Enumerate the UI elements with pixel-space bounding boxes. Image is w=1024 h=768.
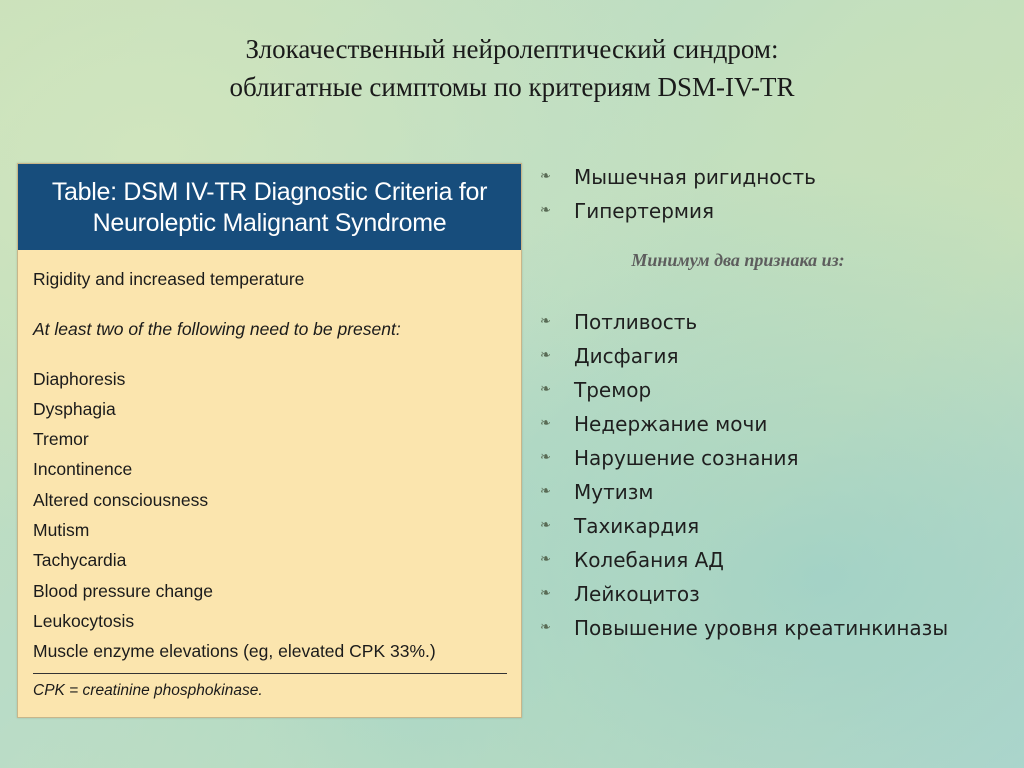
list-item xyxy=(538,339,1018,373)
list-item xyxy=(538,305,1018,339)
symptom-list xyxy=(538,160,1018,645)
table-item: Blood pressure change xyxy=(33,580,213,601)
list-item xyxy=(538,441,1018,475)
list-item-label: Тахикардия xyxy=(574,514,700,538)
list-item xyxy=(538,373,1018,407)
leaf-bullet-icon: ❧ xyxy=(540,416,551,431)
slide-title-line-2: облигатные симптомы по критериям DSM-IV-TR xyxy=(229,72,795,102)
list-item-label: Мышечная ригидность xyxy=(574,165,816,189)
list-item-label: Мутизм xyxy=(574,480,654,504)
table-item: Tachycardia xyxy=(33,550,127,571)
list-item-label: Потливость xyxy=(574,310,698,334)
table-item: Tremor xyxy=(33,429,89,450)
leaf-bullet-icon: ❧ xyxy=(540,169,551,184)
table-footnote: CPK = creatinine phosphokinase. xyxy=(33,681,263,699)
table-item: Leukocytosis xyxy=(33,610,135,631)
list-item xyxy=(538,160,1018,194)
table-divider xyxy=(33,673,507,674)
list-subheading: Минимум два признака из: xyxy=(631,250,845,270)
table-item: Muscle enzyme elevations (eg, elevated CPK 33%.) xyxy=(33,641,436,662)
slide-title-line-1: Злокачественный нейролептический синдром: xyxy=(245,34,779,64)
table-header-line-2: Neuroleptic Malignant Syndrome xyxy=(92,209,447,237)
table-item: Altered consciousness xyxy=(33,489,209,510)
list-item-label: Дисфагия xyxy=(574,344,679,368)
leaf-bullet-icon: ❧ xyxy=(540,348,551,363)
list-item-label: Недержание мочи xyxy=(574,412,768,436)
leaf-bullet-icon: ❧ xyxy=(540,484,551,499)
table-item: Incontinence xyxy=(33,459,133,480)
list-item-label: Нарушение сознания xyxy=(574,446,799,470)
list-item-label: Повышение уровня креатинкиназы xyxy=(574,616,949,640)
leaf-bullet-icon: ❧ xyxy=(540,552,551,567)
list-item-label: Лейкоцитоз xyxy=(574,582,700,606)
leaf-bullet-icon: ❧ xyxy=(540,620,551,635)
table-header xyxy=(18,164,521,250)
list-item xyxy=(538,407,1018,441)
leaf-bullet-icon: ❧ xyxy=(540,203,551,218)
table-intro: Rigidity and increased temperature xyxy=(33,269,305,289)
table-item: Diaphoresis xyxy=(33,368,126,389)
leaf-bullet-icon: ❧ xyxy=(540,518,551,533)
list-item xyxy=(538,611,1018,645)
list-item xyxy=(538,194,1018,228)
table-item: Dysphagia xyxy=(33,398,116,419)
list-item xyxy=(538,509,1018,543)
table-item: Mutism xyxy=(33,520,90,541)
table-header-line-1: Table: DSM IV-TR Diagnostic Criteria for xyxy=(51,178,488,206)
list-item xyxy=(538,543,1018,577)
list-item xyxy=(538,577,1018,611)
list-item-label: Гипертермия xyxy=(574,199,715,223)
list-item-label: Тремор xyxy=(574,378,652,402)
criteria-table xyxy=(17,163,522,718)
leaf-bullet-icon: ❧ xyxy=(540,382,551,397)
list-item xyxy=(538,475,1018,509)
list-item-label: Колебания АД xyxy=(574,548,724,572)
leaf-bullet-icon: ❧ xyxy=(540,314,551,329)
slide-title xyxy=(0,30,1024,106)
leaf-bullet-icon: ❧ xyxy=(540,450,551,465)
table-subhead: At least two of the following need to be present: xyxy=(33,319,401,340)
table-body xyxy=(18,250,521,704)
leaf-bullet-icon: ❧ xyxy=(540,586,551,601)
